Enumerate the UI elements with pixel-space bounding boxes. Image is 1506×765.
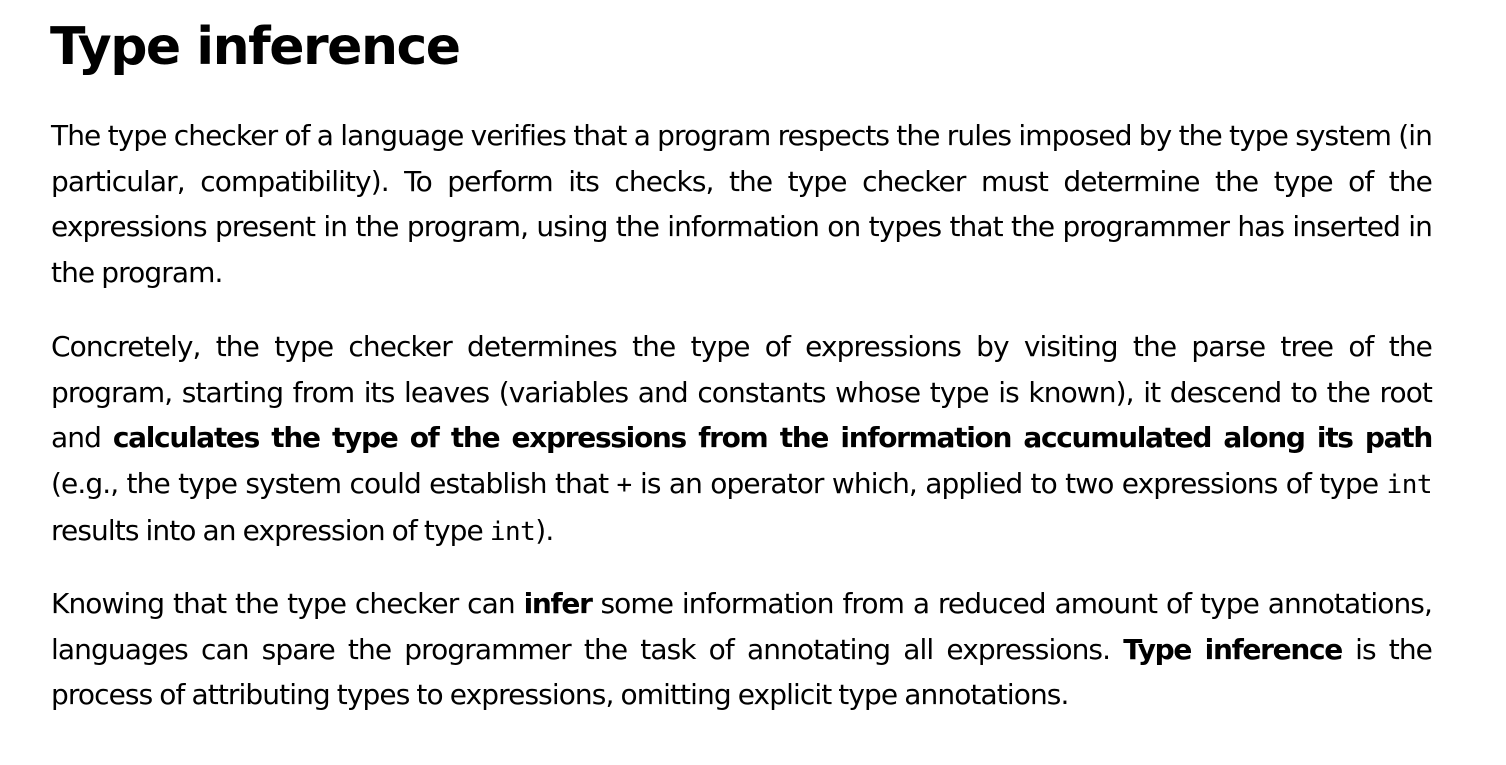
bold-phrase: calculates the type of the expressions from the information accumulated along its path	[112, 421, 1432, 454]
paragraph-text: some information from a reduced amount of type annotations, languages can spare the programmer the task of annotating all expressions.	[51, 587, 1432, 666]
page-title: Type inference	[50, 17, 460, 77]
paragraph-text: (e.g., the type system could establish that	[51, 466, 617, 500]
paragraph-text: Knowing that the type checker can	[51, 587, 524, 620]
paragraph-concretely	[51, 324, 1432, 556]
paragraph-text: Concretely, the type checker determines the type of expressions by visiting the parse tree of the program, starting from its leaves (variables and constants whose type is known), it descend to the root and	[51, 330, 1432, 454]
bold-term-infer: infer	[523, 587, 592, 620]
inline-code: int	[1386, 469, 1433, 500]
paragraph-text: results into an expression of type	[51, 514, 490, 547]
paragraph-text: is the process of attributing types to expressions, omitting explicit type annotations.	[51, 632, 1433, 711]
paragraph-type-checker	[51, 113, 1432, 295]
inline-code: int	[489, 517, 536, 547]
paragraph-text: ).	[535, 514, 554, 547]
bold-term-type-inference: Type inference	[1123, 632, 1342, 666]
paragraph-inference	[51, 581, 1432, 718]
inline-code: +	[616, 469, 632, 500]
paragraph-text: The type checker of a language verifies that a program respects the rules imposed by the type system (in particular, compatibility). To perform its checks, the type checker must determine the type of the expressions present in the program, using the information on types that the programmer has inserted in the program.	[51, 119, 1432, 289]
paragraph-text: is an operator which, applied to two expressions of type	[631, 466, 1387, 500]
